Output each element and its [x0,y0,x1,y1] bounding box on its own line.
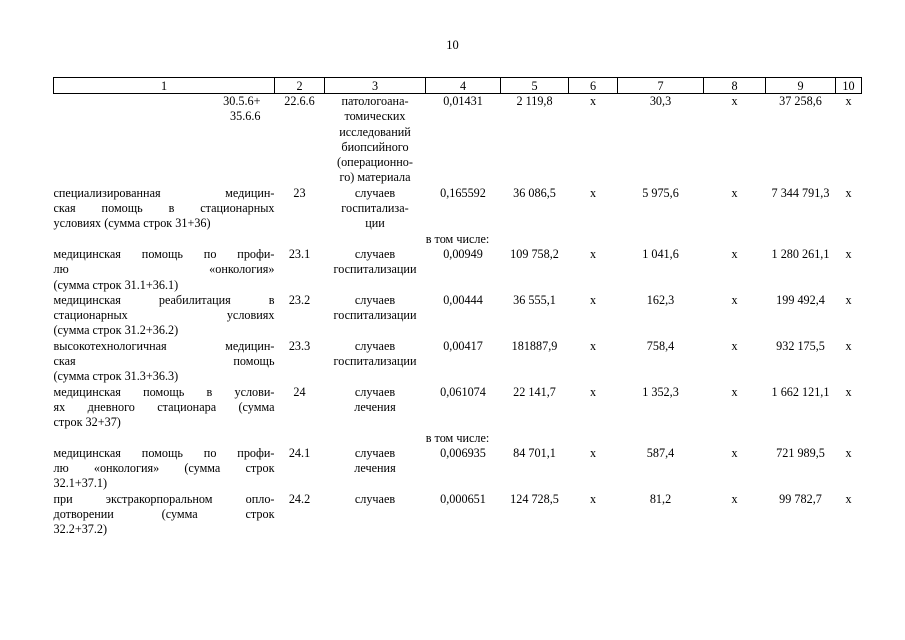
cell-text: 5 975,6 [642,185,679,200]
cell-col-4 [426,446,501,492]
cell-col-9 [766,385,836,431]
cell-text: 24.1 [288,445,311,460]
table-row [54,293,862,339]
cell-text: случаев лечения [354,384,396,414]
cell-col-4 [426,94,501,186]
cell-col-9 [766,247,836,293]
cell-text: x [845,491,852,506]
cell-col-8 [704,247,766,293]
cell-text: 7 344 791,3 [771,185,830,200]
cell-text: 22 141,7 [513,384,556,399]
cell-text: 0,00444 [443,292,483,307]
cell-text: 0,00949 [443,246,483,261]
cell-text: высокотехнологичная медицин- ская помощь (сумма строк 31.3+36.3) [53,338,275,384]
cell-col-6 [569,94,618,186]
table-row [54,385,862,431]
cell-text: 36 086,5 [513,185,556,200]
table-row [54,492,862,538]
cell-text: 0,006935 [440,445,486,460]
cell-col-6 [569,247,618,293]
table-row [54,186,862,232]
cell-col-5 [501,339,569,385]
cell-col-5 [501,492,569,538]
cell-text: x [731,94,738,108]
cell-text: x [845,185,852,200]
cell-text: x [589,94,597,108]
cell-col-7 [618,385,704,431]
cell-text: медицинская помощь по профи- лю «онкология» (сумма строк 32.1+37.1) [53,445,275,491]
cell-text: 932 175,5 [776,338,825,353]
cell-col-7 [618,186,704,232]
cell-text: 587,4 [646,445,675,460]
cell-text: 36 555,1 [513,292,556,307]
cell-text: x [731,384,738,399]
cell-text: 721 989,5 [776,445,825,460]
subheading-label: в том числе: [425,430,490,445]
cell-col-4 [426,186,501,232]
cell-text: x [845,292,852,307]
header-cell: 3 [325,78,426,94]
cell-col-7 [618,446,704,492]
cell-text: 2 119,8 [516,94,553,108]
cell-col-2 [275,339,325,385]
cell-text: x [589,384,597,399]
header-cell: 2 [275,78,325,94]
cell-text: 24.2 [288,491,311,506]
cell-col-4 [426,385,501,431]
cell-text: x [845,94,852,108]
cell-text: x [845,384,852,399]
cell-text: x [845,246,852,261]
cell-col-5 [501,247,569,293]
table-row [54,339,862,385]
cell-col-6 [569,385,618,431]
cell-text: специализированная медицин- ская помощь в стационарных условиях (сумма строк 31+36) [53,185,275,231]
cell-col-3 [325,385,426,431]
cell-col-8 [704,293,766,339]
header-cell: 5 [501,78,569,94]
cell-col-8 [704,94,766,186]
cell-col-6 [569,293,618,339]
row-label [54,186,275,232]
cell-col-10 [836,94,862,186]
header-cell: 1 [54,78,275,94]
cell-text: случаев лечения [354,445,396,476]
row-label [54,94,275,186]
cell-text: при экстракорпоральном опло- дотворении (сумма строк 32.2+37.2) [53,491,275,537]
cell-col-8 [704,339,766,385]
cell-text: 23.3 [288,338,311,353]
cell-text: 99 782,7 [779,491,822,506]
cell-col-7 [618,247,704,293]
cell-col-9 [766,94,836,186]
cell-col-3 [325,94,426,186]
row-label [54,385,275,431]
header-cell: 6 [569,78,618,94]
cell-col-2 [275,293,325,339]
cell-col-5 [501,385,569,431]
cell-col-10 [836,339,862,385]
cell-col-9 [766,492,836,538]
cell-col-6 [569,492,618,538]
cell-text: x [731,292,738,307]
cell-text: x [845,338,852,353]
row-label [54,446,275,492]
cell-col-10 [836,385,862,431]
cell-col-5 [501,94,569,186]
cell-text: случаев госпитализации [333,292,417,323]
subheading-label: в том числе: [425,231,490,246]
cell-col-6 [569,339,618,385]
cell-text: 181887,9 [511,338,558,353]
header-cell: 7 [618,78,704,94]
cell-text: 37 258,6 [779,94,822,108]
cell-col-2 [275,446,325,492]
cell-text: x [589,491,597,506]
cell-col-10 [836,247,862,293]
cell-text: 758,4 [646,338,675,353]
cell-col-2 [275,247,325,293]
cell-text: случаев госпитализации [333,338,417,369]
cell-col-3 [325,492,426,538]
cell-col-5 [501,446,569,492]
cell-text: x [731,445,738,460]
cell-text: медицинская реабилитация в стационарных условиях (сумма строк 31.2+36.2) [53,292,275,338]
header-cell: 9 [766,78,836,94]
cell-col-3 [325,339,426,385]
cell-text: 199 492,4 [776,292,825,307]
row-label [54,293,275,339]
cell-text: случаев [354,491,396,506]
cell-text: x [731,491,738,506]
cell-text: x [589,185,597,200]
row-label [54,247,275,293]
cell-col-2 [275,94,325,186]
cell-text: медицинская помощь в услови- ях дневного стационара (сумма строк 32+37) [53,384,275,430]
cell-text: 23.1 [288,246,311,261]
cell-col-4 [426,247,501,293]
cell-col-7 [618,293,704,339]
cell-col-10 [836,446,862,492]
cell-col-8 [704,492,766,538]
cell-col-3 [325,186,426,232]
cell-text: случаев госпитализа- ции [341,185,409,231]
cell-col-5 [501,293,569,339]
data-table [53,77,862,538]
cell-text: 81,2 [649,491,672,506]
table-row [54,446,862,492]
cell-col-2 [275,385,325,431]
cell-col-7 [618,339,704,385]
row-label [54,339,275,385]
cell-text: патологоана- томических исследований биопсийного (операционно- го) материала [337,94,413,185]
page-number: 10 [446,38,459,52]
cell-text: 109 758,2 [510,246,559,261]
cell-col-7 [618,492,704,538]
cell-col-6 [569,186,618,232]
cell-col-10 [836,293,862,339]
cell-col-4 [426,339,501,385]
cell-col-9 [766,446,836,492]
cell-text: 0,165592 [440,185,486,200]
cell-col-6 [569,446,618,492]
cell-text: 162,3 [646,292,675,307]
cell-col-3 [325,247,426,293]
cell-text: 124 728,5 [510,491,559,506]
cell-text: 30.5.6+ 35.6.6 [223,94,261,124]
cell-col-10 [836,492,862,538]
cell-col-5 [501,186,569,232]
header-cell: 8 [704,78,766,94]
cell-col-2 [275,492,325,538]
table-row [54,94,862,186]
cell-text: медицинская помощь по профи- лю «онкология» (сумма строк 31.1+36.1) [53,246,275,292]
cell-text: x [731,338,738,353]
cell-text: 0,00417 [443,338,483,353]
cell-text: 1 041,6 [642,246,679,261]
cell-col-4 [426,492,501,538]
cell-text: x [589,292,597,307]
cell-text: 1 352,3 [642,384,679,399]
cell-text: x [589,445,597,460]
subheading-row [54,232,862,247]
cell-col-9 [766,186,836,232]
cell-col-8 [704,385,766,431]
cell-text: случаев госпитализации [333,246,417,277]
header-cell: 4 [426,78,501,94]
cell-text: x [845,445,852,460]
cell-col-9 [766,293,836,339]
header-cell: 10 [836,78,862,94]
cell-text: x [731,246,738,261]
cell-text: 30,3 [649,94,672,108]
cell-text: x [731,185,738,200]
header-row [54,78,862,94]
cell-text: 22.6.6 [284,94,315,108]
cell-text: 1 662 121,1 [771,384,830,399]
cell-text: 84 701,1 [513,445,556,460]
cell-text: 24 [293,384,306,399]
subheading-row [54,431,862,446]
cell-text: 23 [293,185,306,200]
cell-col-2 [275,186,325,232]
cell-text: x [589,338,597,353]
cell-col-8 [704,446,766,492]
cell-col-3 [325,446,426,492]
cell-col-9 [766,339,836,385]
cell-col-4 [426,293,501,339]
cell-col-8 [704,186,766,232]
row-label [54,492,275,538]
cell-text: 0,01431 [443,94,483,108]
cell-text: 0,061074 [440,384,486,399]
cell-text: 1 280 261,1 [771,246,830,261]
table-row [54,247,862,293]
cell-text: x [589,246,597,261]
cell-text: 23.2 [288,292,311,307]
cell-col-10 [836,186,862,232]
cell-text: 0,000651 [440,491,486,506]
cell-col-3 [325,293,426,339]
cell-col-7 [618,94,704,186]
